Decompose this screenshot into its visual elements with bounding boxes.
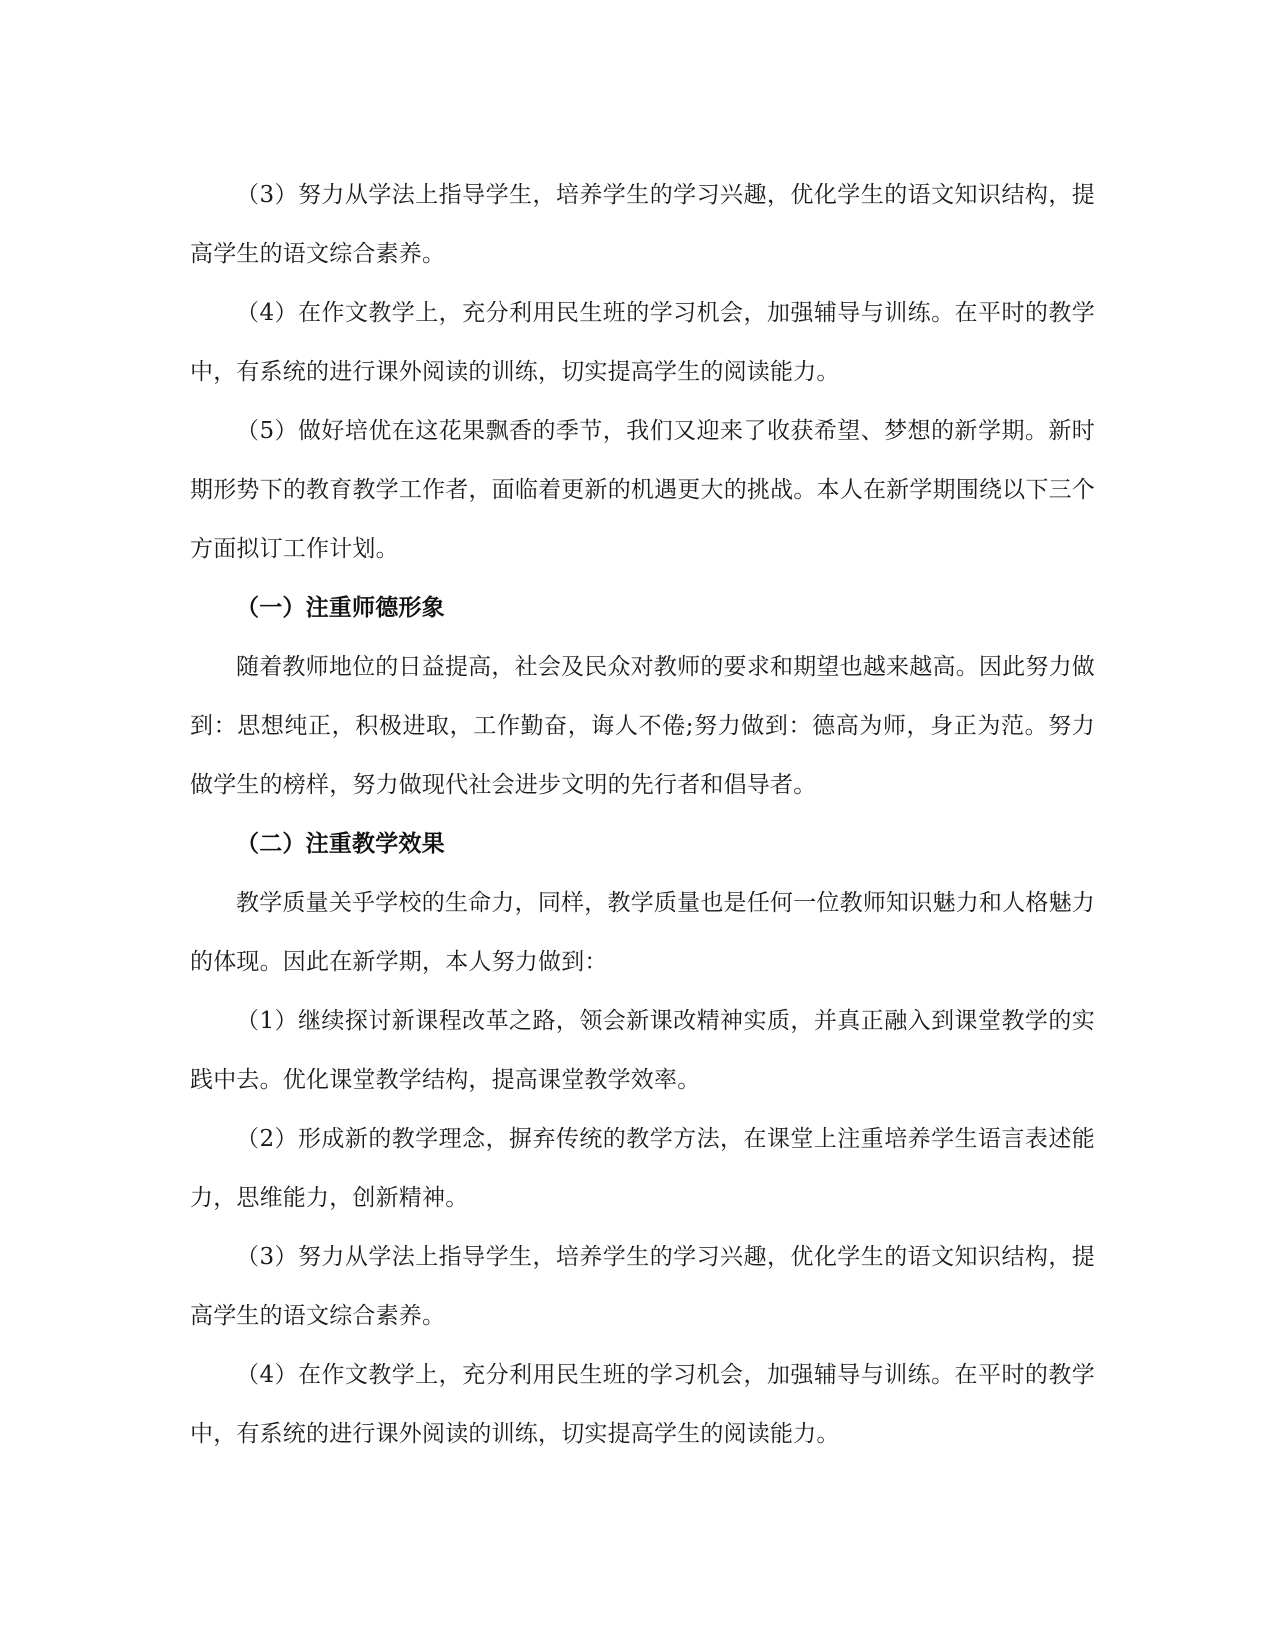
- paragraph-item-3-repeat: （3）努力从学法上指导学生，培养学生的学习兴趣，优化学生的语文知识结构，提高学生的语文综合素养。: [190, 1244, 1095, 1329]
- paragraph-item-4-repeat: （4）在作文教学上，充分利用民生班的学习机会，加强辅导与训练。在平时的教学中，有系统的进行课外阅读的训练，切实提高学生的阅读能力。: [190, 1362, 1095, 1447]
- paragraph-item-5: （5）做好培优在这花果飘香的季节，我们又迎来了收获希望、梦想的新学期。新时期形势下的教育教学工作者，面临着更新的机遇更大的挑战。本人在新学期围绕以下三个方面拟订工作计划。: [190, 418, 1095, 562]
- paragraph-item-2: （2）形成新的教学理念，摒弃传统的教学方法，在课堂上注重培养学生语言表述能力，思维能力，创新精神。: [190, 1126, 1095, 1211]
- paragraph-item-4: （4）在作文教学上，充分利用民生班的学习机会，加强辅导与训练。在平时的教学中，有系统的进行课外阅读的训练，切实提高学生的阅读能力。: [190, 300, 1095, 385]
- paragraph-ethics: 随着教师地位的日益提高，社会及民众对教师的要求和期望也越来越高。因此努力做到：思想纯正，积极进取，工作勤奋，诲人不倦;努力做到：德高为师，身正为范。努力做学生的榜样，努力做现代社会进步文明的先行者和倡导者。: [190, 654, 1095, 798]
- section-heading-teaching: （二）注重教学效果: [236, 831, 445, 857]
- paragraph-item-1: （1）继续探讨新课程改革之路，领会新课改精神实质，并真正融入到课堂教学的实践中去。优化课堂教学结构，提高课堂教学效率。: [190, 1008, 1095, 1093]
- paragraph-item-3: （3）努力从学法上指导学生，培养学生的学习兴趣，优化学生的语文知识结构，提高学生的语文综合素养。: [190, 182, 1095, 267]
- paragraph-teaching-intro: 教学质量关乎学校的生命力，同样，教学质量也是任何一位教师知识魅力和人格魅力的体现。因此在新学期，本人努力做到：: [190, 890, 1095, 975]
- section-heading-ethics: （一）注重师德形象: [236, 595, 445, 621]
- document-body: [190, 166, 1095, 1464]
